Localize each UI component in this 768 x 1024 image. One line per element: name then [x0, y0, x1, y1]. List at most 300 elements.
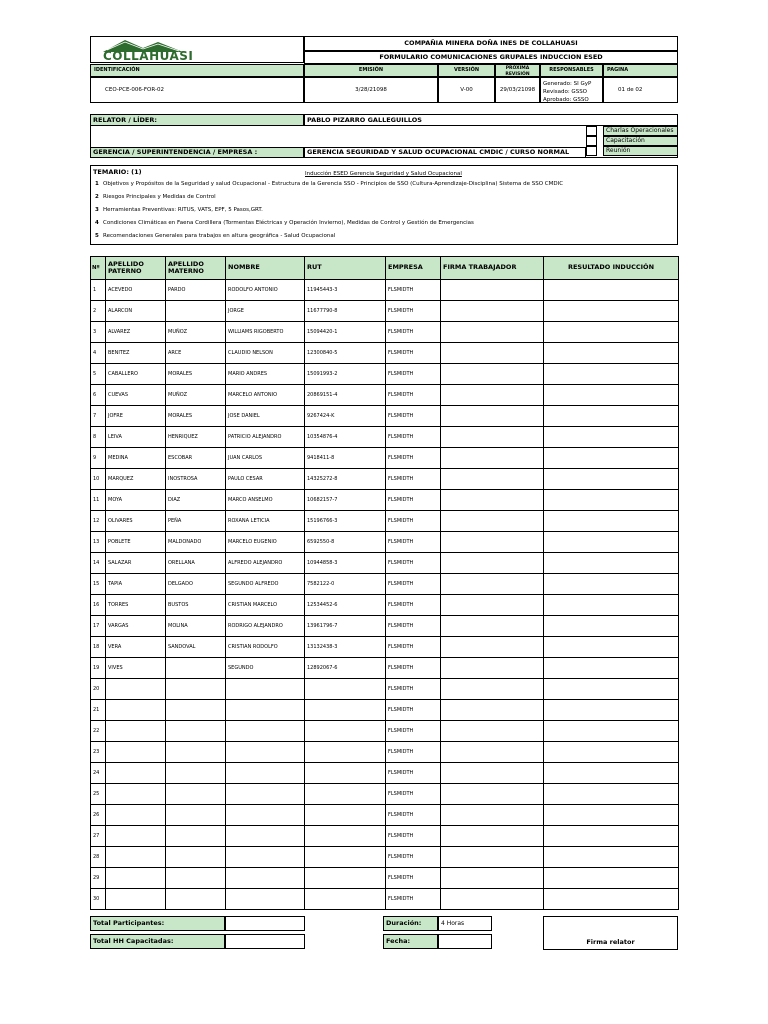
- cell-nombre: [226, 847, 305, 868]
- cell-rut: 10944858-3: [305, 553, 386, 574]
- cell-nombre: PAULO CESAR: [226, 469, 305, 490]
- cell-n: 30: [91, 889, 106, 910]
- cell-materno: MUÑOZ: [166, 322, 226, 343]
- cell-firma[interactable]: [441, 616, 544, 637]
- cell-empresa: FLSMIDTH: [386, 658, 441, 679]
- table-row: [91, 826, 679, 847]
- cell-empresa: FLSMIDTH: [386, 637, 441, 658]
- col-emision: EMISIÓN: [304, 64, 438, 77]
- table-row: [91, 280, 679, 301]
- cell-n: 20: [91, 679, 106, 700]
- table-row: [91, 532, 679, 553]
- cell-empresa: FLSMIDTH: [386, 553, 441, 574]
- table-row: [91, 595, 679, 616]
- cell-nombre: CRISTIAN RODOLFO: [226, 637, 305, 658]
- logo-box: [90, 36, 304, 63]
- cell-firma[interactable]: [441, 553, 544, 574]
- cell-paterno: SALAZAR: [106, 553, 166, 574]
- cell-firma[interactable]: [441, 343, 544, 364]
- table-row: [91, 658, 679, 679]
- cell-materno: [166, 784, 226, 805]
- cell-firma[interactable]: [441, 700, 544, 721]
- cell-materno: [166, 700, 226, 721]
- table-row: [91, 322, 679, 343]
- temario-item-text: Herramientas Preventivas: RITUS, VATS, EPF, 5 Pasos,GRT.: [103, 207, 263, 213]
- cell-materno: [166, 805, 226, 826]
- checkbox-charlas[interactable]: [586, 126, 597, 136]
- cell-empresa: FLSMIDTH: [386, 721, 441, 742]
- cell-nombre: RODRIGO ALEJANDRO: [226, 616, 305, 637]
- cell-rut: [305, 700, 386, 721]
- cell-materno: [166, 889, 226, 910]
- cell-nombre: JUAN CARLOS: [226, 448, 305, 469]
- cell-paterno: [106, 805, 166, 826]
- checkbox-capacitacion[interactable]: [586, 136, 597, 146]
- cell-firma[interactable]: [441, 763, 544, 784]
- cell-nombre: [226, 700, 305, 721]
- table-row: [91, 847, 679, 868]
- cell-empresa: FLSMIDTH: [386, 889, 441, 910]
- cell-empresa: FLSMIDTH: [386, 700, 441, 721]
- cell-n: 5: [91, 364, 106, 385]
- table-row: [91, 763, 679, 784]
- cell-paterno: MARQUEZ: [106, 469, 166, 490]
- temario-title: Inducción ESED Gerencia Seguridad y Salud Ocupacional: [305, 171, 462, 177]
- cell-firma[interactable]: [441, 469, 544, 490]
- cell-nombre: MARCO ANSELMO: [226, 490, 305, 511]
- responsable-revisado: Revisado: GSSO: [543, 89, 588, 95]
- relator-value: PABLO PIZARRO GALLEGUILLOS: [304, 114, 678, 126]
- cell-resultado[interactable]: [544, 742, 679, 763]
- cell-materno: [166, 868, 226, 889]
- table-row: [91, 343, 679, 364]
- cell-n: 16: [91, 595, 106, 616]
- cell-materno: MALDONADO: [166, 532, 226, 553]
- table-row: [91, 469, 679, 490]
- temario-item-number: 2: [95, 194, 99, 200]
- cell-materno: [166, 763, 226, 784]
- cell-materno: [166, 847, 226, 868]
- cell-resultado[interactable]: [544, 595, 679, 616]
- cell-n: 21: [91, 700, 106, 721]
- cell-empresa: FLSMIDTH: [386, 364, 441, 385]
- cell-rut: [305, 826, 386, 847]
- cell-n: 15: [91, 574, 106, 595]
- cell-firma[interactable]: [441, 637, 544, 658]
- cell-resultado[interactable]: [544, 637, 679, 658]
- cell-rut: [305, 889, 386, 910]
- cell-paterno: OLIVARES: [106, 511, 166, 532]
- cell-nombre: [226, 721, 305, 742]
- temario-box: [90, 165, 678, 245]
- cell-firma[interactable]: [441, 805, 544, 826]
- header-apellido-paterno: APELLIDO PATERNO: [106, 257, 166, 280]
- val-proxima: 29/03/21098: [495, 77, 540, 103]
- table-row: [91, 553, 679, 574]
- table-row: [91, 406, 679, 427]
- cell-paterno: LEIVA: [106, 427, 166, 448]
- cell-rut: 9267424-K: [305, 406, 386, 427]
- cell-rut: [305, 679, 386, 700]
- cell-rut: [305, 805, 386, 826]
- cell-rut: [305, 868, 386, 889]
- cell-materno: MORALES: [166, 406, 226, 427]
- cell-empresa: FLSMIDTH: [386, 679, 441, 700]
- cell-resultado[interactable]: [544, 343, 679, 364]
- activity-reunion: Reunión: [603, 146, 678, 156]
- cell-rut: 12300840-5: [305, 343, 386, 364]
- cell-resultado[interactable]: [544, 700, 679, 721]
- cell-resultado[interactable]: [544, 448, 679, 469]
- cell-materno: [166, 658, 226, 679]
- temario-item-number: 3: [95, 207, 99, 213]
- header-apellido-materno: APELLIDO MATERNO: [166, 257, 226, 280]
- cell-resultado[interactable]: [544, 511, 679, 532]
- cell-firma[interactable]: [441, 490, 544, 511]
- temario-item-number: 1: [95, 181, 99, 187]
- cell-firma[interactable]: [441, 679, 544, 700]
- cell-firma[interactable]: [441, 826, 544, 847]
- header-rut: RUT: [305, 257, 386, 280]
- temario-item-2: [95, 194, 216, 200]
- table-row: [91, 742, 679, 763]
- cell-n: 14: [91, 553, 106, 574]
- cell-firma[interactable]: [441, 364, 544, 385]
- cell-resultado[interactable]: [544, 763, 679, 784]
- cell-n: 9: [91, 448, 106, 469]
- cell-n: 26: [91, 805, 106, 826]
- cell-rut: 6592550-8: [305, 532, 386, 553]
- cell-resultado[interactable]: [544, 784, 679, 805]
- temario-item-text: Condiciones Climáticas en Faena Cordillera (Tormentas Eléctricas y Operación Invierno), Medidas de Control y Gestión de Emergencias: [103, 220, 474, 226]
- cell-resultado[interactable]: [544, 868, 679, 889]
- cell-empresa: FLSMIDTH: [386, 448, 441, 469]
- table-row: [91, 784, 679, 805]
- val-version: V-00: [438, 77, 495, 103]
- col-responsables: RESPONSABLES: [540, 64, 603, 77]
- temario-item-number: 5: [95, 233, 99, 239]
- cell-resultado[interactable]: [544, 532, 679, 553]
- cell-nombre: [226, 784, 305, 805]
- cell-empresa: FLSMIDTH: [386, 511, 441, 532]
- table-row: [91, 511, 679, 532]
- col-pagina: PAGINA: [603, 64, 678, 77]
- responsable-aprobado: Aprobado: GSSO: [543, 97, 589, 103]
- cell-resultado[interactable]: [544, 616, 679, 637]
- cell-nombre: ALFREDO ALEJANDRO: [226, 553, 305, 574]
- val-emision: 3/28/21098: [304, 77, 438, 103]
- cell-n: 23: [91, 742, 106, 763]
- cell-nombre: [226, 889, 305, 910]
- cell-n: 7: [91, 406, 106, 427]
- cell-firma[interactable]: [441, 385, 544, 406]
- cell-materno: MUÑOZ: [166, 385, 226, 406]
- cell-materno: MOLINA: [166, 616, 226, 637]
- cell-paterno: TAPIA: [106, 574, 166, 595]
- cell-n: 17: [91, 616, 106, 637]
- checkbox-reunion[interactable]: [586, 146, 597, 156]
- cell-nombre: [226, 742, 305, 763]
- cell-paterno: MOYA: [106, 490, 166, 511]
- cell-n: 3: [91, 322, 106, 343]
- table-row: [91, 805, 679, 826]
- table-row: [91, 427, 679, 448]
- cell-rut: 15196766-3: [305, 511, 386, 532]
- temario-item-5: [95, 233, 335, 239]
- cell-firma[interactable]: [441, 742, 544, 763]
- cell-firma[interactable]: [441, 448, 544, 469]
- cell-nombre: RODOLFO ANTONIO: [226, 280, 305, 301]
- firma-relator-label: Firma relator: [586, 938, 635, 946]
- cell-resultado[interactable]: [544, 847, 679, 868]
- cell-nombre: [226, 679, 305, 700]
- cell-materno: [166, 742, 226, 763]
- cell-empresa: FLSMIDTH: [386, 490, 441, 511]
- table-row: [91, 889, 679, 910]
- duracion-value[interactable]: 4 Horas: [438, 916, 492, 931]
- cell-nombre: CLAUDIO NELSON: [226, 343, 305, 364]
- cell-empresa: FLSMIDTH: [386, 868, 441, 889]
- cell-n: 25: [91, 784, 106, 805]
- temario-item-text: Objetivos y Propósitos de la Seguridad y salud Ocupacional - Estructura de la Gerencia SSO - Principios de SSO (Cultura-Aprendizaje-Disciplina) Sistema de SSO CMDIC: [103, 181, 564, 187]
- cell-resultado[interactable]: [544, 574, 679, 595]
- table-row: [91, 364, 679, 385]
- temario-item-number: 4: [95, 220, 99, 226]
- cell-resultado[interactable]: [544, 805, 679, 826]
- cell-rut: 7582122-0: [305, 574, 386, 595]
- cell-paterno: VARGAS: [106, 616, 166, 637]
- company-name: COMPAÑIA MINERA DOÑA INES DE COLLAHUASI: [304, 36, 678, 51]
- cell-empresa: FLSMIDTH: [386, 427, 441, 448]
- cell-rut: [305, 742, 386, 763]
- header-firma: FIRMA TRABAJADOR: [441, 257, 544, 280]
- table-row: [91, 637, 679, 658]
- cell-materno: MORALES: [166, 364, 226, 385]
- cell-resultado[interactable]: [544, 658, 679, 679]
- cell-materno: BUSTOS: [166, 595, 226, 616]
- cell-rut: 12534452-6: [305, 595, 386, 616]
- cell-rut: [305, 721, 386, 742]
- cell-n: 28: [91, 847, 106, 868]
- cell-n: 6: [91, 385, 106, 406]
- cell-nombre: [226, 805, 305, 826]
- cell-firma[interactable]: [441, 847, 544, 868]
- cell-rut: 11677790-8: [305, 301, 386, 322]
- cell-n: 10: [91, 469, 106, 490]
- cell-empresa: FLSMIDTH: [386, 280, 441, 301]
- participants-table: [90, 256, 679, 910]
- cell-rut: 12892067-6: [305, 658, 386, 679]
- val-responsables: [540, 77, 603, 103]
- total-participantes-label: Total Participantes:: [90, 916, 225, 931]
- header-resultado: RESULTADO INDUCCIÓN: [544, 257, 679, 280]
- cell-firma[interactable]: [441, 322, 544, 343]
- cell-rut: 9418411-8: [305, 448, 386, 469]
- cell-materno: PARDO: [166, 280, 226, 301]
- form-title: FORMULARIO COMUNICACIONES GRUPALES INDUCCION ESED: [304, 51, 678, 64]
- cell-rut: 10682157-7: [305, 490, 386, 511]
- cell-resultado[interactable]: [544, 301, 679, 322]
- cell-firma[interactable]: [441, 574, 544, 595]
- table-body: [91, 280, 679, 910]
- table-row: [91, 385, 679, 406]
- cell-firma[interactable]: [441, 532, 544, 553]
- cell-nombre: PATRICIO ALEJANDRO: [226, 427, 305, 448]
- cell-n: 22: [91, 721, 106, 742]
- cell-empresa: FLSMIDTH: [386, 406, 441, 427]
- cell-rut: 13961796-7: [305, 616, 386, 637]
- cell-empresa: FLSMIDTH: [386, 532, 441, 553]
- cell-paterno: [106, 742, 166, 763]
- cell-resultado[interactable]: [544, 385, 679, 406]
- cell-firma[interactable]: [441, 889, 544, 910]
- cell-rut: [305, 847, 386, 868]
- cell-nombre: [226, 763, 305, 784]
- cell-empresa: FLSMIDTH: [386, 385, 441, 406]
- relator-label: RELATOR / LÍDER:: [90, 114, 304, 126]
- cell-firma[interactable]: [441, 406, 544, 427]
- cell-materno: [166, 301, 226, 322]
- cell-resultado[interactable]: [544, 889, 679, 910]
- total-participantes-field[interactable]: [225, 916, 305, 931]
- cell-firma[interactable]: [441, 721, 544, 742]
- col-version: VERSIÓN: [438, 64, 495, 77]
- cell-n: 19: [91, 658, 106, 679]
- cell-empresa: FLSMIDTH: [386, 847, 441, 868]
- cell-firma[interactable]: [441, 784, 544, 805]
- cell-paterno: CUEVAS: [106, 385, 166, 406]
- cell-firma[interactable]: [441, 595, 544, 616]
- cell-materno: DELGADO: [166, 574, 226, 595]
- cell-nombre: [226, 868, 305, 889]
- activity-charlas: Charlas Operacionales: [603, 126, 678, 136]
- cell-resultado[interactable]: [544, 469, 679, 490]
- cell-paterno: [106, 763, 166, 784]
- cell-nombre: JOSE DANIEL: [226, 406, 305, 427]
- cell-rut: [305, 763, 386, 784]
- cell-resultado[interactable]: [544, 679, 679, 700]
- cell-resultado[interactable]: [544, 406, 679, 427]
- cell-nombre: SEGUNDO: [226, 658, 305, 679]
- cell-resultado[interactable]: [544, 721, 679, 742]
- cell-rut: 11945443-3: [305, 280, 386, 301]
- cell-firma[interactable]: [441, 868, 544, 889]
- cell-resultado[interactable]: [544, 826, 679, 847]
- cell-firma[interactable]: [441, 427, 544, 448]
- cell-materno: ORELLANA: [166, 553, 226, 574]
- cell-paterno: JOFRE: [106, 406, 166, 427]
- cell-paterno: [106, 721, 166, 742]
- cell-empresa: FLSMIDTH: [386, 784, 441, 805]
- cell-paterno: [106, 889, 166, 910]
- cell-n: 11: [91, 490, 106, 511]
- cell-nombre: [226, 826, 305, 847]
- cell-n: 24: [91, 763, 106, 784]
- table-row: [91, 574, 679, 595]
- cell-rut: [305, 784, 386, 805]
- cell-paterno: [106, 847, 166, 868]
- table-row: [91, 448, 679, 469]
- cell-empresa: FLSMIDTH: [386, 322, 441, 343]
- cell-materno: [166, 679, 226, 700]
- cell-nombre: ROXANA LETICIA: [226, 511, 305, 532]
- cell-resultado[interactable]: [544, 427, 679, 448]
- cell-nombre: CRISTIAN MARCELO: [226, 595, 305, 616]
- fecha-field[interactable]: [438, 934, 492, 949]
- cell-firma[interactable]: [441, 511, 544, 532]
- cell-n: 18: [91, 637, 106, 658]
- col-identificacion: IDENTIFICACIÓN: [90, 64, 304, 77]
- temario-item-text: Recomendaciones Generales para trabajos en altura geográfica - Salud Ocupacional: [103, 233, 336, 239]
- temario-item-3: [95, 207, 263, 213]
- cell-resultado[interactable]: [544, 490, 679, 511]
- header-empresa: EMPRESA: [386, 257, 441, 280]
- cell-paterno: POBLETE: [106, 532, 166, 553]
- activity-capacitacion: Capacitación: [603, 136, 678, 146]
- cell-nombre: WILLIAMS RIGOBERTO: [226, 322, 305, 343]
- cell-paterno: [106, 700, 166, 721]
- cell-rut: 13132438-3: [305, 637, 386, 658]
- cell-materno: SANDOVAL: [166, 637, 226, 658]
- cell-resultado[interactable]: [544, 364, 679, 385]
- cell-empresa: FLSMIDTH: [386, 574, 441, 595]
- temario-item-1: [95, 181, 563, 187]
- cell-paterno: MEDINA: [106, 448, 166, 469]
- val-identificacion: CEO-PCE-006-FOR-02: [90, 77, 304, 103]
- cell-paterno: ALVAREZ: [106, 322, 166, 343]
- cell-resultado[interactable]: [544, 322, 679, 343]
- firma-relator-box[interactable]: [543, 916, 678, 950]
- cell-empresa: FLSMIDTH: [386, 595, 441, 616]
- cell-empresa: FLSMIDTH: [386, 301, 441, 322]
- cell-empresa: FLSMIDTH: [386, 805, 441, 826]
- duracion-label: Duración:: [383, 916, 438, 931]
- cell-nombre: MARIO ANDRES: [226, 364, 305, 385]
- cell-materno: ESCOBAR: [166, 448, 226, 469]
- cell-n: 29: [91, 868, 106, 889]
- cell-paterno: [106, 826, 166, 847]
- cell-empresa: FLSMIDTH: [386, 763, 441, 784]
- cell-resultado[interactable]: [544, 553, 679, 574]
- col-proxima: PRÓXIMA REVISIÓN: [495, 64, 540, 77]
- table-row: [91, 868, 679, 889]
- cell-paterno: BENITEZ: [106, 343, 166, 364]
- temario-label: TEMARIO: (1): [93, 168, 142, 176]
- responsable-generado: Generado: SI GyP: [543, 81, 592, 87]
- cell-firma[interactable]: [441, 658, 544, 679]
- cell-resultado[interactable]: [544, 280, 679, 301]
- cell-nombre: MARCELO EUGENIO: [226, 532, 305, 553]
- cell-firma[interactable]: [441, 301, 544, 322]
- cell-materno: ARCE: [166, 343, 226, 364]
- table-row: [91, 301, 679, 322]
- cell-rut: 15094420-1: [305, 322, 386, 343]
- cell-nombre: MARCELO ANTONIO: [226, 385, 305, 406]
- cell-firma[interactable]: [441, 280, 544, 301]
- table-row: [91, 490, 679, 511]
- cell-paterno: CABALLERO: [106, 364, 166, 385]
- cell-paterno: [106, 784, 166, 805]
- cell-materno: [166, 721, 226, 742]
- cell-paterno: VERA: [106, 637, 166, 658]
- cell-paterno: [106, 868, 166, 889]
- cell-empresa: FLSMIDTH: [386, 343, 441, 364]
- cell-n: 1: [91, 280, 106, 301]
- cell-n: 8: [91, 427, 106, 448]
- cell-nombre: SEGUNDO ALFREDO: [226, 574, 305, 595]
- total-hh-field[interactable]: [225, 934, 305, 949]
- gerencia-label: GERENCIA / SUPERINTENDENCIA / EMPRESA :: [90, 147, 304, 158]
